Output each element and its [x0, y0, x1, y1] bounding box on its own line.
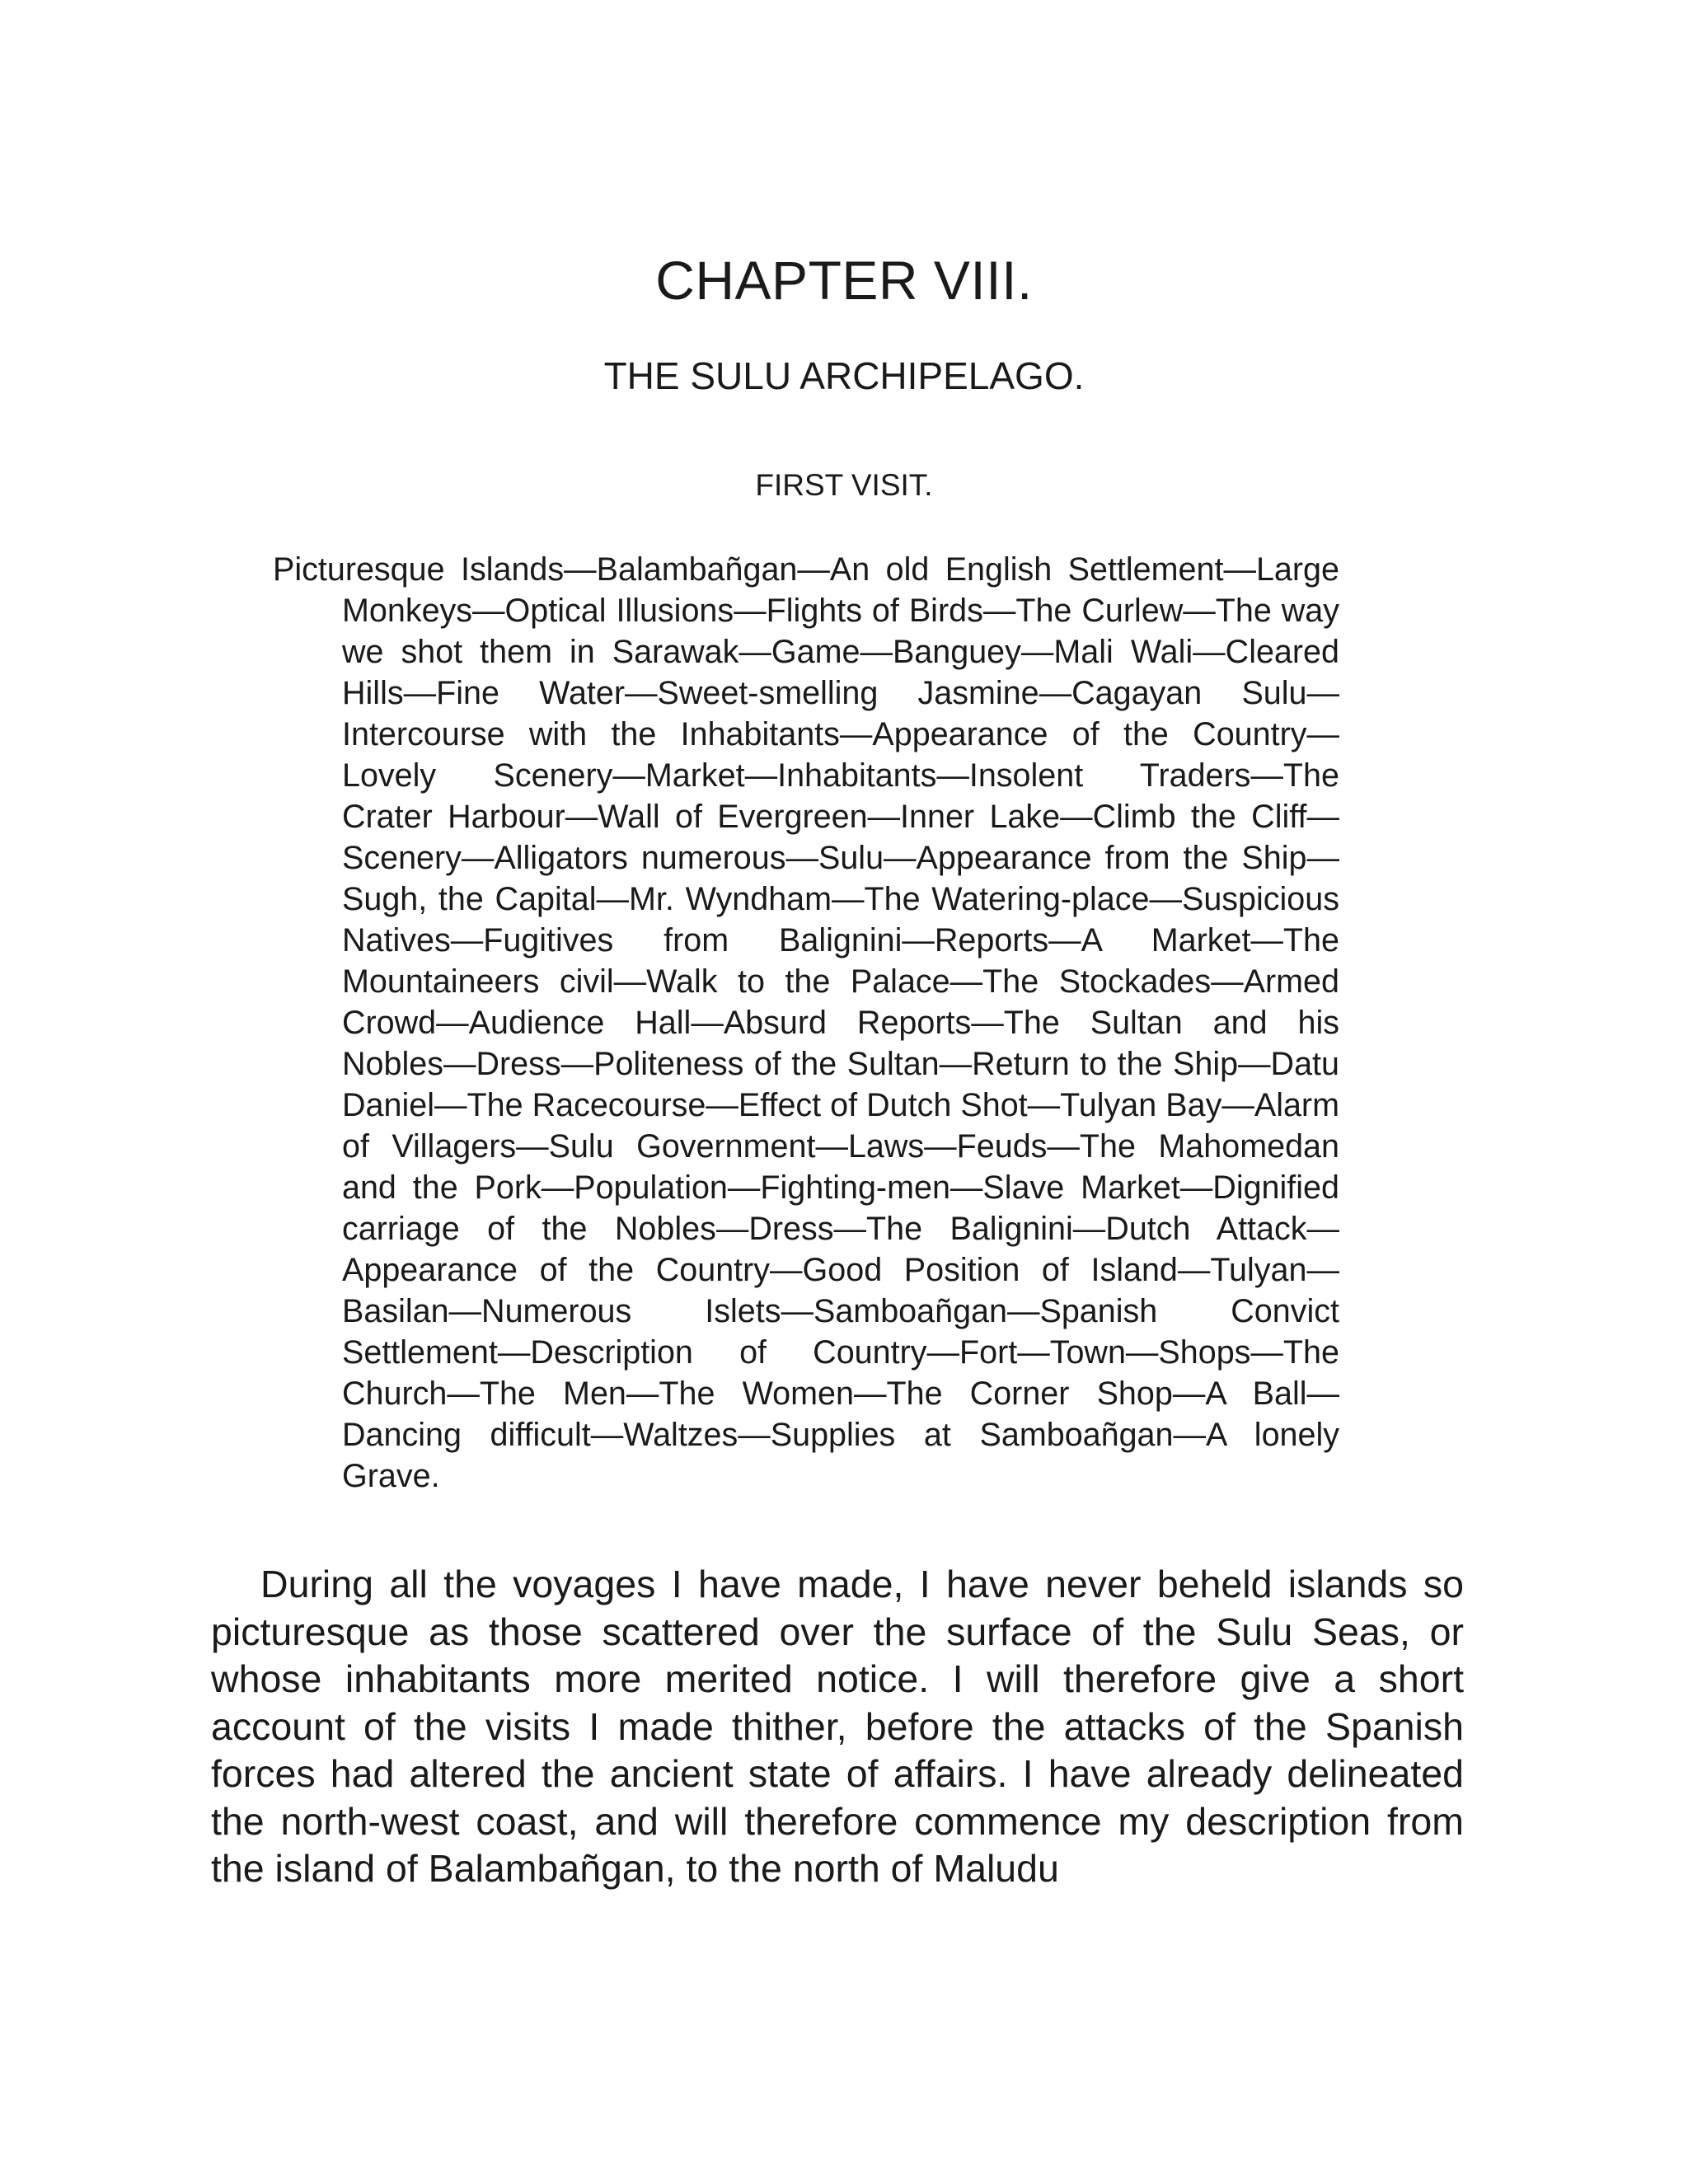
chapter-subtitle: THE SULU ARCHIPELAGO.: [603, 354, 1085, 397]
section-heading: FIRST VISIT.: [755, 468, 933, 502]
chapter-title: CHAPTER VIII.: [655, 250, 1033, 311]
chapter-synopsis: Picturesque Islands—Balambañgan—An old English Settlement—Large Monkeys—Optical Illusions—Flights of Birds—The Curlew—The way we shot them in Sarawak—Game—Banguey—Mali Wali—Cleared Hills—Fine Water—Sweet-smelling Jasmine—Cagayan Sulu—Intercourse with the Inhabitants—Appearance of the Country—Lovely Scenery—Market—Inhabitants—Insolent Traders—The Crater Harbour—Wall of Evergreen—Inner Lake—Climb the Cliff—Scenery—Alligators numerous—Sulu—Appearance from the Ship—Sugh, the Capital—Mr. Wyndham—The Watering-place—Suspicious Natives—Fugitives from Balignini—Reports—A Market—The Mountaineers civil—Walk to the Palace—The Stockades—Armed Crowd—Audience Hall—Absurd Reports—The Sultan and his Nobles—Dress—Politeness of the Sultan—Return to the Ship—Datu Daniel—The Racecourse—Effect of Dutch Shot—Tulyan Bay—Alarm of Villagers—Sulu Government—Laws—Feuds—The Mahomedan and the Pork—Population—Fighting-men—Slave Market—Dignified carriage of the Nobles—Dress—The Balignini—Dutch Attack—Appearance of the Country—Good Position of Island—Tulyan—Basilan—Numerous Islets—Samboañgan—Spanish Convict Settlement—Description of Country—Fort—Town—Shops—The Church—The Men—The Women—The Corner Shop—A Ball—Dancing difficult—Waltzes—Supplies at Samboañgan—A lonely Grave.: [273, 551, 1339, 1494]
body-paragraph: During all the voyages I have made, I have never beheld islands so picturesque as those scattered over the surface of the Sulu Seas, or whose inhabitants more merited notice. I will therefore give a short account of the visits I made thither, before the attacks of the Spanish forces had altered the ancient state of affairs. I have already delineated the north-west coast, and will therefore commence my description from the island of Balambañgan, to the north of Maludu: [211, 1563, 1464, 1890]
